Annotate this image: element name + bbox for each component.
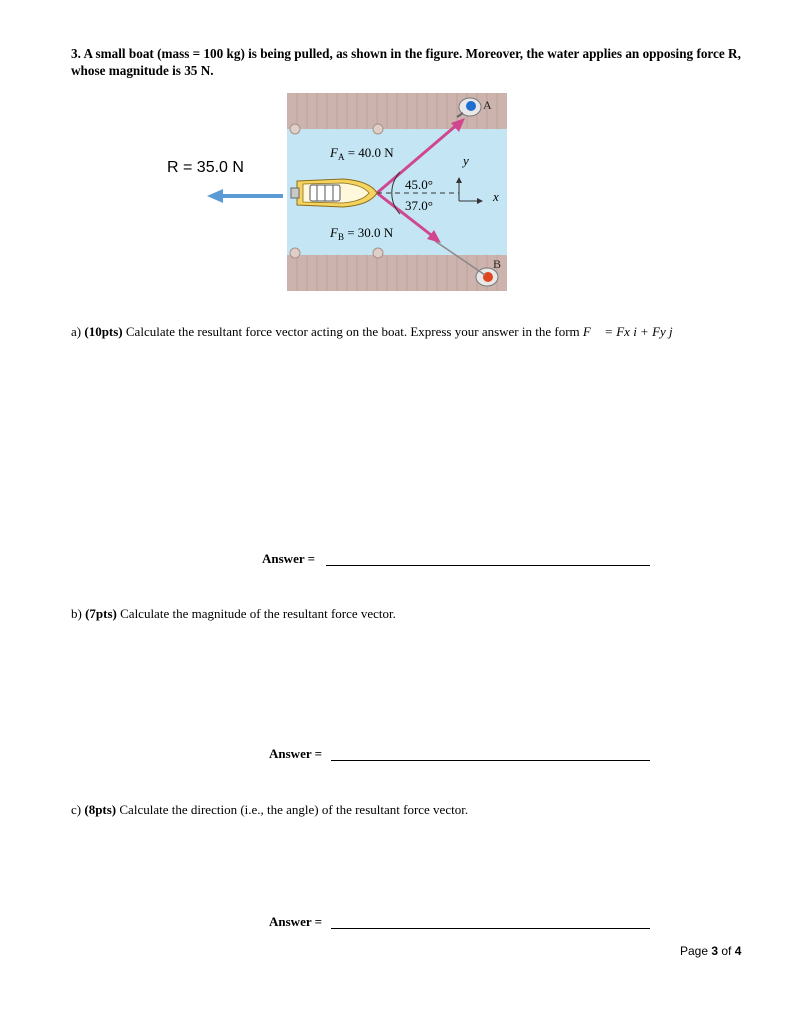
- force-a-label: $F_A = 40.0$ N: [330, 145, 394, 162]
- question-a: a) (10pts) Calculate the resultant force vector acting on the boat. Express your answer in the form F⃗ = Fx i + Fy j: [71, 324, 673, 339]
- page-number: Page 3 of 4: [680, 944, 742, 958]
- force-r-label: R = 35.0 N: [167, 159, 244, 176]
- angle-b-label: 37.0°: [405, 198, 433, 213]
- answer-c-line[interactable]: [331, 928, 650, 929]
- question-c: c) (8pts) Calculate the direction (i.e., the angle) of the resultant force vector.: [71, 802, 469, 817]
- point-b-label: B: [493, 257, 502, 271]
- answer-b-line[interactable]: [331, 760, 650, 761]
- answer-b-label: Answer =: [269, 746, 323, 761]
- answer-c-label: Answer =: [269, 914, 323, 929]
- angle-a-label: 45.0°: [405, 177, 433, 192]
- problem-statement: 3. A small boat (mass = 100 kg) is being pulled, as shown in the figure. Moreover, the water applies an opposing force R, whose magnitude is 35 N.: [71, 46, 741, 78]
- answer-a-line[interactable]: [326, 565, 650, 566]
- force-b-label: $F_B = 30.0$ N: [330, 225, 394, 242]
- axis-x-label: x: [493, 189, 499, 204]
- point-a-label: A: [483, 98, 492, 112]
- vector-form-formula: F⃗ = Fx i + Fy j: [582, 324, 673, 339]
- boat: [291, 179, 377, 207]
- boat-figure: [205, 93, 507, 293]
- axis-y-label: y: [463, 153, 469, 168]
- question-b: b) (7pts) Calculate the magnitude of the resultant force vector.: [71, 606, 396, 621]
- answer-a-label: Answer =: [262, 551, 316, 566]
